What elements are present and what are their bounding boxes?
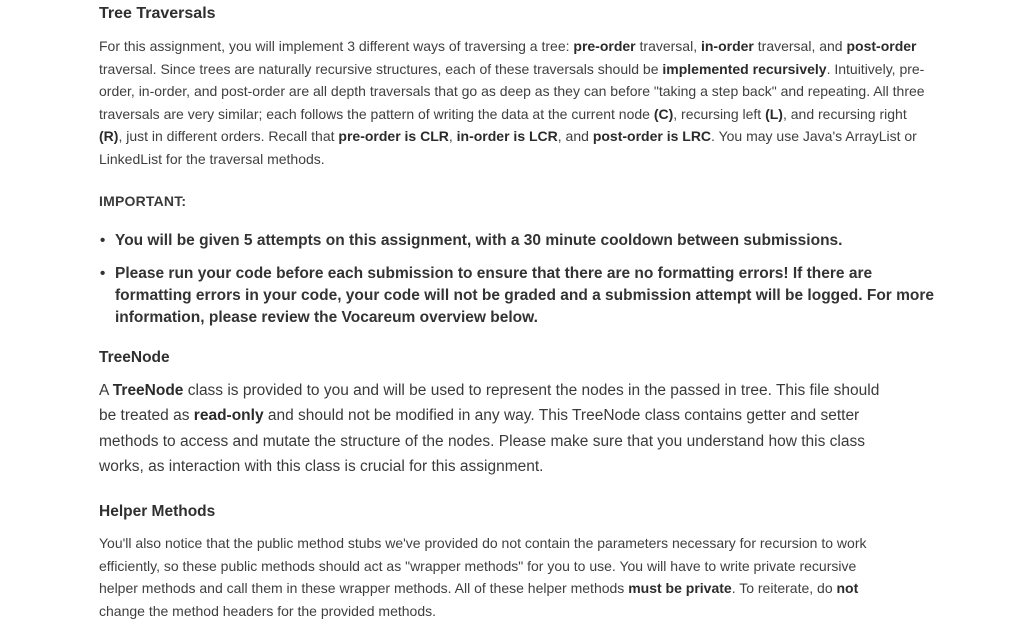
list-item: • Please run your code before each submission to ensure that there are no formatting errors! If there are formatting errors in your code, your code will not be graded and a submission attempt will be logged. For more information, please review the Vocareum overview below. [115,263,935,329]
intro-paragraph: For this assignment, you will implement 3 different ways of traversing a tree: pre-order traversal, in-order traversal, and post-order traversal. Since trees are naturally recursive structures, each of these traversals should be implemented recursively. Intuitively, pre-order, in-order, and post-order are all depth traversals that go as deep as they can before "taking a step back" and repeating. All three traversals are very similar; each follows the pattern of writing the data at the current node (C), recursing left (L), and recursing right (R), just in different orders. Recall that pre-order is CLR, in-order is LCR, and post-order is LRC. You may use Java's ArrayList or LinkedList for the traversal methods. [99,38,925,167]
section-title-helper-methods: Helper Methods [99,503,216,520]
list-item: • You will be given 5 attempts on this assignment, with a 30 minute cooldown between submissions. [115,230,935,252]
important-bullet-list [99,230,935,340]
section-title-tree-traversals: Tree Traversals [99,5,216,22]
important-label: IMPORTANT: [99,193,187,209]
helper-methods-paragraph: You'll also notice that the public method stubs we've provided do not contain the parameters necessary for recursion to work efficiently, so these public methods should act as "wrapper methods" for you to use. You will have to write private recursive helper methods and call them in these wrapper methods. All of these helper methods must be private. To reiterate, do not change the method headers for the provided methods. [99,535,867,619]
treenode-paragraph: A TreeNode class is provided to you and will be used to represent the nodes in the passed in tree. This file should be treated as read-only and should not be modified in any way. This TreeNode class contains getter and setter methods to access and mutate the structure of the nodes. Please make sure that you understand how this class works, as interaction with this class is crucial for this assignment. [99,382,880,475]
section-title-treenode: TreeNode [99,349,170,366]
